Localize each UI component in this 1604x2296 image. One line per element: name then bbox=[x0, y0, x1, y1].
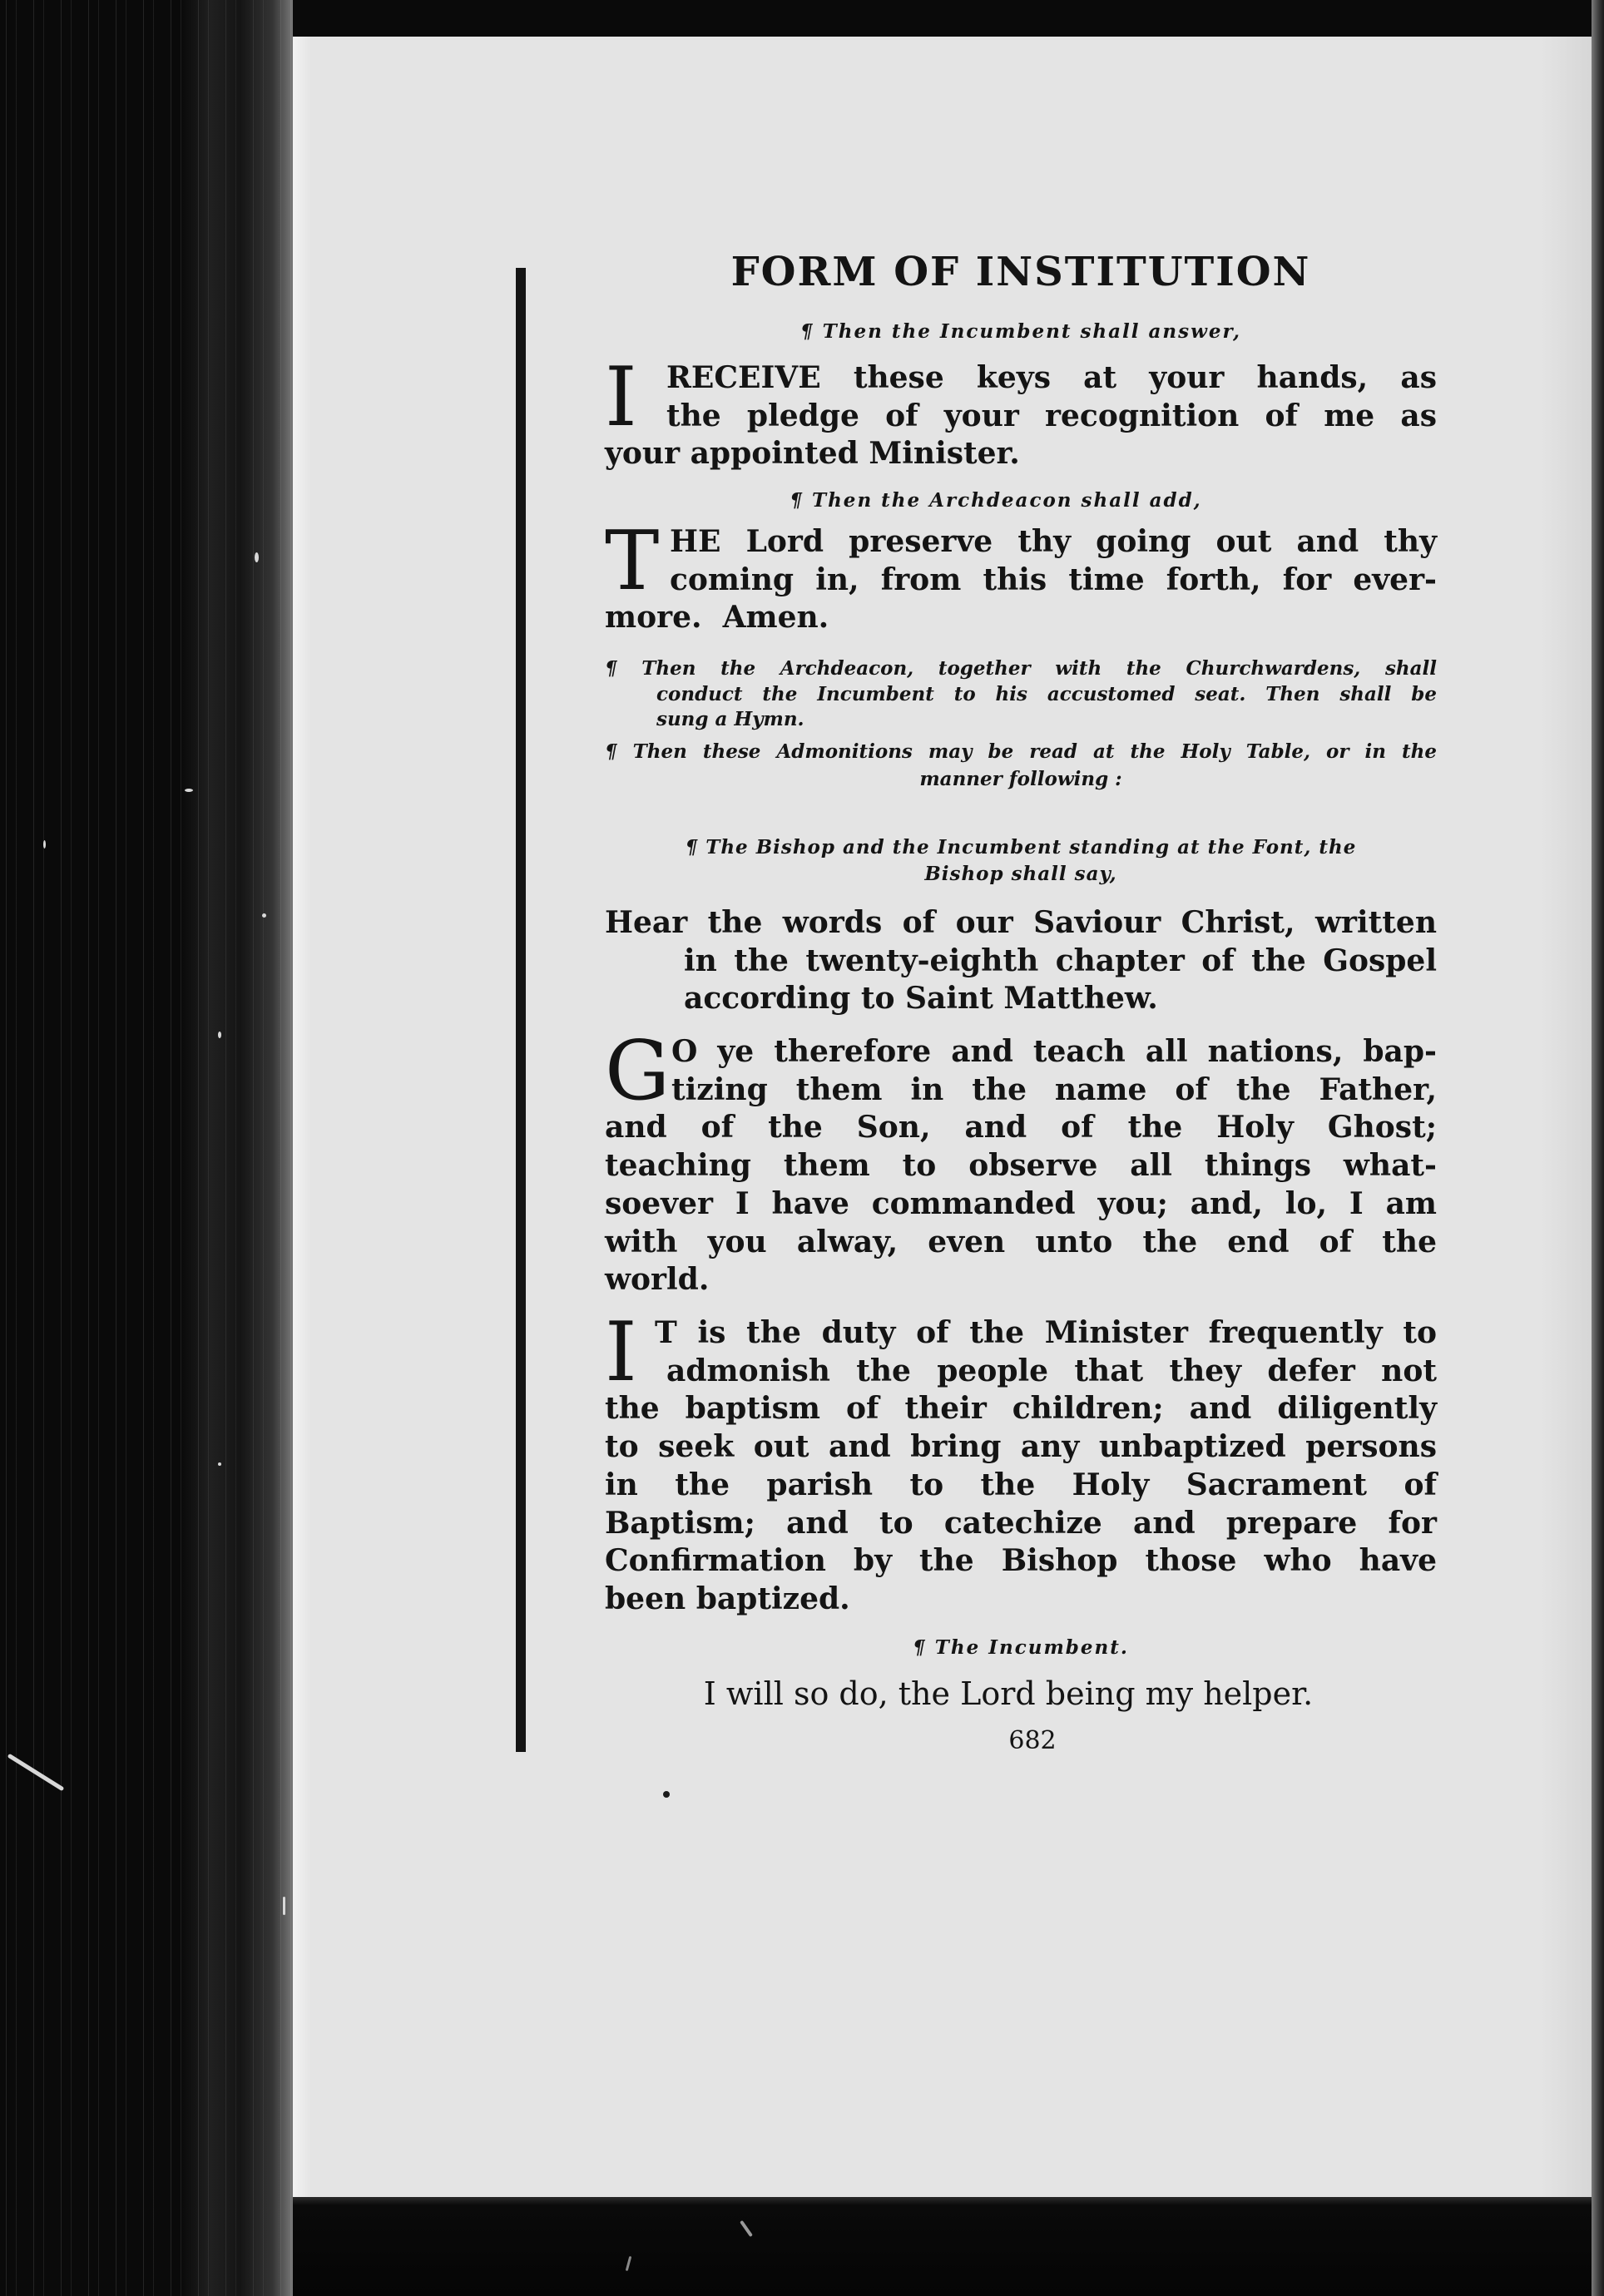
rubric-line: ¶ The Bishop and the Incumbent standing at the Font, the bbox=[685, 836, 1357, 859]
film-speck bbox=[262, 913, 266, 918]
microfilm-right-border bbox=[1592, 0, 1604, 2296]
admonition-paragraph bbox=[605, 1305, 1437, 1619]
microfilm-left-border bbox=[0, 0, 293, 2296]
drop-cap: I bbox=[605, 1305, 637, 1400]
ink-dot bbox=[663, 1791, 670, 1798]
text-line: and of the Son, and of the Holy Ghost; bbox=[605, 1110, 1437, 1146]
text-line: with you alway, even unto the end of the bbox=[605, 1224, 1437, 1259]
film-speck bbox=[255, 552, 259, 562]
text-line: O ye therefore and teach all nations, bap- bbox=[671, 1034, 1437, 1069]
film-speck bbox=[218, 1462, 221, 1466]
film-speck bbox=[185, 789, 193, 792]
rubric-line: ¶ Then the Archdeacon, together with the Churchwardens, shall bbox=[605, 657, 1437, 680]
text-line: soever I have commanded you; and, lo, I am bbox=[605, 1185, 1437, 1221]
film-speck bbox=[43, 840, 46, 849]
margin-rule bbox=[516, 268, 526, 1752]
rubric-font bbox=[605, 834, 1437, 888]
preserve-paragraph bbox=[605, 514, 1437, 637]
receive-paragraph bbox=[605, 350, 1437, 473]
text-line: in the parish to the Holy Sacrament of bbox=[605, 1467, 1437, 1502]
rubric-line: ¶ Then these Admonitions may be read at the Holy Table, or in the bbox=[605, 740, 1437, 763]
text-line: world. bbox=[605, 1262, 710, 1298]
text-line: to seek out and bring any unbaptized persons bbox=[605, 1429, 1437, 1465]
text-line: in the twenty-eighth chapter of the Gospel bbox=[684, 943, 1437, 978]
film-speck bbox=[283, 1897, 285, 1915]
drop-cap: G bbox=[605, 1024, 671, 1119]
text-line: Hear the words of our Saviour Christ, written bbox=[605, 905, 1437, 940]
text-line: T is the duty of the Minister frequently to bbox=[655, 1315, 1437, 1350]
microfilm-top-border bbox=[293, 0, 1604, 37]
text-line: admonish the people that they defer not bbox=[666, 1353, 1437, 1388]
page-title: FORM OF INSTITUTION bbox=[730, 249, 1311, 295]
rubric-line: Bishop shall say, bbox=[924, 863, 1117, 885]
text-line: RECEIVE these keys at your hands, as bbox=[666, 360, 1437, 395]
text-line: tizing them in the name of the Father, bbox=[671, 1071, 1437, 1107]
text-line: Confirmation by the Bishop those who have bbox=[605, 1543, 1437, 1579]
rubric-line: sung a Hymn. bbox=[656, 708, 804, 730]
text-line: your appointed Minister. bbox=[605, 436, 1020, 472]
rubric-admonitions bbox=[605, 738, 1437, 793]
page-number: 682 bbox=[1008, 1726, 1057, 1755]
drop-cap: I bbox=[605, 350, 637, 445]
text-line: coming in, from this time forth, for ever- bbox=[670, 562, 1437, 597]
drop-cap: T bbox=[605, 514, 660, 609]
gospel-text-paragraph bbox=[605, 1024, 1437, 1299]
incumbent-response: I will so do, the Lord being my helper. bbox=[703, 1675, 1314, 1712]
text-line: the baptism of their children; and diligently bbox=[605, 1391, 1437, 1427]
film-speck bbox=[218, 1032, 221, 1038]
rubric-incumbent: ¶ The Incumbent. bbox=[913, 1636, 1129, 1659]
rubric-incumbent-answer: ¶ Then the Incumbent shall answer, bbox=[800, 320, 1241, 343]
rubric-archdeacon-add: ¶ Then the Archdeacon shall add, bbox=[790, 489, 1202, 512]
gospel-intro-paragraph bbox=[605, 904, 1437, 1018]
text-line: the pledge of your recognition of me as bbox=[666, 398, 1437, 433]
text-line: teaching them to observe all things what- bbox=[605, 1148, 1437, 1184]
text-line: more. Amen. bbox=[605, 600, 829, 636]
rubric-line: conduct the Incumbent to his accustomed seat. Then shall be bbox=[656, 682, 1437, 705]
text-line: HE Lord preserve thy going out and thy bbox=[670, 524, 1437, 559]
microfilm-bottom-border bbox=[293, 2197, 1604, 2296]
text-line: been baptized. bbox=[605, 1581, 850, 1616]
text-line: Baptism; and to catechize and prepare for bbox=[605, 1505, 1437, 1541]
rubric-conduct bbox=[605, 656, 1437, 733]
rubric-line: manner following : bbox=[919, 768, 1122, 790]
text-line: according to Saint Matthew. bbox=[684, 981, 1158, 1017]
